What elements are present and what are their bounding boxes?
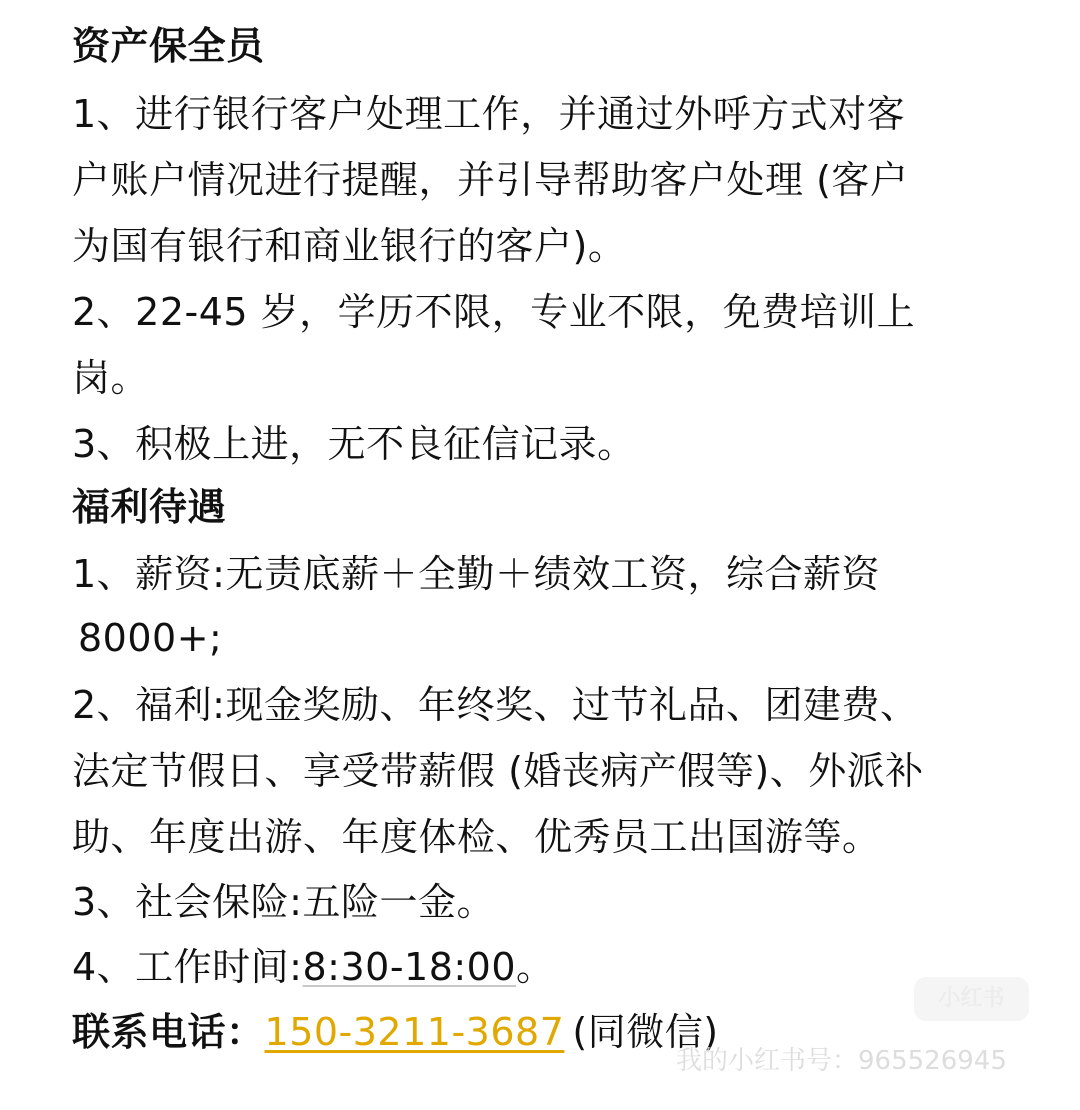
benefits-heading: 福利待遇 — [72, 485, 227, 529]
benefit-1-line-1: 1、薪资:无责底薪＋全勤＋绩效工资，综合薪资 — [72, 552, 880, 596]
benefit-2-line-1: 2、福利:现金奖励、年终奖、过节礼品、团建费、 — [72, 683, 919, 727]
work-time-value[interactable]: 8:30-18:00 — [302, 945, 517, 989]
benefit-4-prefix: 4、工作时间: — [72, 945, 303, 989]
xiaohongshu-logo-watermark: 小红书 — [914, 977, 1029, 1021]
duty-1-line-1: 1、进行银行客户处理工作，并通过外呼方式对客 — [72, 92, 906, 136]
contact-line — [72, 1007, 719, 1057]
duty-2-line-1: 2、22-45 岁，学历不限，专业不限，免费培训上 — [72, 290, 916, 334]
benefit-2-line-2: 法定节假日、享受带薪假 (婚丧病产假等)、外派补 — [72, 749, 924, 793]
job-title: 资产保全员 — [72, 24, 265, 68]
benefit-1-line-2: 8000+; — [78, 616, 223, 660]
benefit-4-suffix: 。 — [516, 945, 555, 989]
contact-note: (同微信) — [572, 1010, 719, 1054]
duty-1-line-3: 为国有银行和商业银行的客户)。 — [72, 224, 627, 268]
duty-3: 3、积极上进，无不良征信记录。 — [72, 422, 636, 466]
contact-label: 联系电话： — [72, 1010, 265, 1054]
account-id-watermark: 我的小红书号：965526945 — [676, 1046, 1007, 1076]
benefit-3: 3、社会保险:五险一金。 — [72, 880, 495, 924]
duty-2-line-2: 岗。 — [72, 356, 150, 400]
benefit-4 — [72, 942, 555, 992]
benefit-2-line-3: 助、年度出游、年度体检、优秀员工出国游等。 — [72, 815, 881, 859]
duty-1-line-2: 户账户情况进行提醒，并引导帮助客户处理 (客户 — [72, 158, 909, 202]
phone-number-link[interactable]: 150-3211-3687 — [264, 1010, 565, 1054]
